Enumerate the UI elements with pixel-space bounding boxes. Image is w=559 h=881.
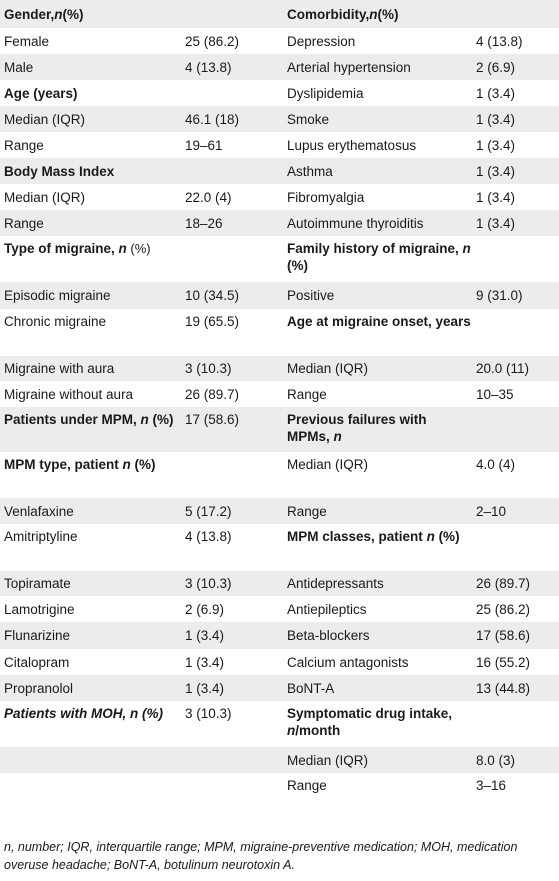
table-row: [0, 498, 559, 524]
table-row: [0, 452, 559, 498]
label-text: Patients under MPM,: [4, 412, 141, 427]
right-cell: [280, 28, 559, 54]
table-row: [0, 236, 559, 282]
left-cell-value: 17 (58.6): [185, 412, 240, 427]
left-cell-label: [4, 0, 184, 28]
label-text: Range: [287, 386, 327, 402]
right-cell-value: 20.0 (11): [476, 361, 530, 376]
left-cell: [0, 773, 280, 798]
label-text: Topiramate: [4, 576, 71, 591]
left-cell: [0, 54, 280, 80]
left-cell-label: [4, 571, 184, 596]
right-cell-value: 2 (6.9): [476, 59, 516, 75]
left-cell-label: [4, 649, 184, 675]
table-row: [0, 356, 559, 381]
table-row: [0, 28, 559, 54]
left-cell: [0, 498, 280, 524]
label-text: Body Mass Index: [4, 163, 115, 179]
left-cell-value: 3 (10.3): [185, 361, 232, 376]
right-cell-value: 9 (31.0): [476, 288, 523, 303]
right-cell: [280, 622, 559, 649]
right-cell-value: 1 (3.4): [476, 215, 516, 231]
table-row: [0, 524, 559, 571]
right-cell: [280, 596, 559, 622]
table-row: [0, 309, 559, 356]
left-cell: [0, 701, 280, 747]
label-text: n: [333, 429, 342, 444]
label-text: Age (years): [4, 85, 78, 101]
left-cell: [0, 282, 280, 309]
left-cell: [0, 132, 280, 158]
left-cell: [0, 747, 280, 773]
label-text: Symptomatic drug intake,: [287, 706, 453, 721]
right-cell: [280, 106, 559, 132]
right-cell: [280, 54, 559, 80]
right-cell-label: [287, 773, 472, 798]
table-row: [0, 132, 559, 158]
right-cell-value: 1 (3.4): [476, 85, 516, 101]
label-text: Migraine without aura: [4, 386, 134, 402]
right-cell: [280, 701, 559, 747]
right-cell-label: [287, 356, 472, 381]
left-cell: [0, 236, 280, 282]
label-text: (%): [287, 258, 308, 273]
label-text: n: [462, 241, 471, 256]
label-text: /month: [295, 723, 341, 738]
right-cell-label: [287, 236, 472, 282]
label-text: Episodic migraine: [4, 288, 111, 303]
label-text: (%): [434, 529, 460, 544]
left-cell: [0, 106, 280, 132]
label-text: MPM classes, patient: [287, 529, 427, 544]
table-row: [0, 158, 559, 184]
right-cell-value: 16 (55.2): [476, 654, 531, 670]
table-row: [0, 106, 559, 132]
right-cell-value: 17 (58.6): [476, 628, 531, 643]
label-text: n: [369, 6, 378, 22]
label-text: Patients with MOH, n (%): [4, 706, 164, 721]
left-cell-value: 4 (13.8): [185, 529, 232, 544]
table-row: [0, 649, 559, 675]
table-row: [0, 210, 559, 236]
label-text: Asthma: [287, 163, 333, 179]
label-text: Range: [4, 137, 44, 153]
label-text: Antiepileptics: [287, 601, 367, 617]
left-cell-label: [4, 210, 184, 236]
right-cell-label: [287, 596, 472, 622]
left-cell: [0, 407, 280, 452]
right-cell-label: [287, 701, 472, 747]
label-text: Male: [4, 59, 34, 75]
right-cell-label: [287, 407, 472, 452]
left-cell-label: [4, 80, 184, 106]
label-text: Median (IQR): [287, 752, 369, 768]
right-cell: [280, 524, 559, 571]
right-cell-value: 1 (3.4): [476, 111, 516, 127]
left-cell-label: [4, 282, 184, 309]
label-text: Arterial hypertension: [287, 59, 411, 75]
left-cell-value: 25 (86.2): [185, 33, 240, 49]
table-row: [0, 282, 559, 309]
right-cell: [280, 356, 559, 381]
label-text: Median (IQR): [4, 189, 86, 205]
right-cell-label: [287, 571, 472, 596]
left-cell-value: 3 (10.3): [185, 706, 232, 721]
left-cell: [0, 28, 280, 54]
right-cell-label: [287, 622, 472, 649]
left-cell-value: 18–26: [185, 215, 223, 231]
label-text: Family history of migraine,: [287, 241, 463, 256]
right-cell: [280, 498, 559, 524]
left-cell-label: [4, 452, 184, 498]
label-text: Type of migraine,: [4, 241, 119, 256]
label-text: Antidepressants: [287, 576, 384, 591]
left-cell-label: [4, 675, 184, 701]
left-cell-label: [4, 524, 184, 571]
label-text: Calcium antagonists: [287, 654, 409, 670]
left-cell: [0, 158, 280, 184]
left-cell-label: [4, 309, 184, 356]
left-cell-label: [4, 158, 184, 184]
left-cell-label: [4, 28, 184, 54]
label-text: Positive: [287, 288, 335, 303]
right-cell-value: 25 (86.2): [476, 601, 531, 617]
left-cell-value: 46.1 (18): [185, 111, 240, 127]
left-cell: [0, 309, 280, 356]
right-cell: [280, 184, 559, 210]
right-cell: [280, 407, 559, 452]
left-cell-value: 26 (89.7): [185, 386, 240, 402]
left-cell: [0, 381, 280, 407]
right-cell-value: 8.0 (3): [476, 752, 516, 768]
left-cell-label: [4, 54, 184, 80]
label-text: Chronic migraine: [4, 314, 107, 329]
label-text: Beta-blockers: [287, 628, 370, 643]
left-cell-label: [4, 498, 184, 524]
right-cell-value: 4 (13.8): [476, 33, 523, 49]
left-cell-label: [4, 407, 184, 452]
right-cell-label: [287, 210, 472, 236]
right-cell-label: [287, 158, 472, 184]
right-cell-label: [287, 309, 472, 356]
label-text: Range: [287, 778, 327, 793]
right-cell-label: [287, 675, 472, 701]
right-cell: [280, 210, 559, 236]
label-text: Median (IQR): [287, 361, 369, 376]
right-cell-label: [287, 28, 472, 54]
left-cell-value: 5 (17.2): [185, 503, 232, 519]
left-cell-label: [4, 184, 184, 210]
right-cell: [280, 236, 559, 282]
left-cell-value: 3 (10.3): [185, 576, 232, 591]
right-cell: [280, 649, 559, 675]
label-text: BoNT-A: [287, 680, 335, 696]
left-cell: [0, 210, 280, 236]
table-row: [0, 184, 559, 210]
right-cell: [280, 747, 559, 773]
label-text: (%): [126, 241, 151, 256]
left-cell-label: [4, 132, 184, 158]
label-text: Citalopram: [4, 654, 70, 670]
left-cell-label: [4, 622, 184, 649]
table-row: [0, 571, 559, 596]
label-text: Gender,: [4, 6, 55, 22]
left-cell-value: 22.0 (4): [185, 189, 232, 205]
label-text: Median (IQR): [287, 457, 369, 472]
label-text: n: [54, 6, 63, 22]
label-text: Fibromyalgia: [287, 189, 365, 205]
left-cell: [0, 571, 280, 596]
table-row: [0, 701, 559, 747]
left-cell-label: [4, 381, 184, 407]
label-text: (%): [62, 6, 84, 22]
label-text: Range: [287, 503, 327, 519]
right-cell: [280, 0, 559, 28]
right-cell-label: [287, 381, 472, 407]
label-text: Female: [4, 33, 50, 49]
left-cell-label: [4, 701, 184, 747]
table-row: [0, 747, 559, 773]
label-text: n: [122, 457, 131, 472]
right-cell-label: [287, 524, 472, 571]
left-cell-value: 1 (3.4): [185, 654, 225, 670]
left-cell-label: [4, 773, 184, 798]
label-text: Lupus erythematosus: [287, 137, 417, 153]
label-text: n: [287, 723, 296, 738]
table-row: [0, 381, 559, 407]
left-cell-value: 1 (3.4): [185, 680, 225, 696]
left-cell-value: 1 (3.4): [185, 628, 225, 643]
right-cell: [280, 571, 559, 596]
table-row: [0, 773, 559, 798]
right-cell-value: 4.0 (4): [476, 457, 516, 472]
right-cell-label: [287, 80, 472, 106]
right-cell-label: [287, 54, 472, 80]
right-cell-label: [287, 498, 472, 524]
left-cell-value: 19 (65.5): [185, 314, 240, 329]
right-cell: [280, 381, 559, 407]
label-text: (%): [148, 412, 174, 427]
label-text: Range: [4, 215, 44, 231]
left-cell: [0, 596, 280, 622]
label-text: n: [118, 241, 127, 256]
right-cell: [280, 158, 559, 184]
left-cell: [0, 184, 280, 210]
label-text: Autoimmune thyroiditis: [287, 215, 424, 231]
label-text: Lamotrigine: [4, 601, 75, 617]
label-text: Age at migraine onset, years: [287, 314, 471, 329]
label-text: MPM type, patient: [4, 457, 123, 472]
label-text: Flunarizine: [4, 628, 71, 643]
right-cell: [280, 282, 559, 309]
right-cell: [280, 309, 559, 356]
left-cell: [0, 452, 280, 498]
right-cell-value: 1 (3.4): [476, 163, 516, 179]
right-cell-label: [287, 649, 472, 675]
right-cell: [280, 132, 559, 158]
label-text: Depression: [287, 33, 356, 49]
right-cell-label: [287, 132, 472, 158]
table-row: [0, 0, 559, 28]
label-text: Propranolol: [4, 680, 74, 696]
label-text: Dyslipidemia: [287, 85, 364, 101]
right-cell-value: 3–16: [476, 778, 507, 793]
label-text: Previous failures with MPMs,: [287, 412, 427, 444]
right-cell-label: [287, 0, 472, 28]
table-row: [0, 407, 559, 452]
right-cell-label: [287, 184, 472, 210]
label-text: Smoke: [287, 111, 330, 127]
label-text: Venlafaxine: [4, 503, 74, 519]
right-cell-label: [287, 747, 472, 773]
table-row: [0, 596, 559, 622]
left-cell-value: 4 (13.8): [185, 59, 232, 75]
right-cell-label: [287, 282, 472, 309]
label-text: (%): [130, 457, 156, 472]
left-cell-value: 2 (6.9): [185, 601, 225, 617]
right-cell-value: 13 (44.8): [476, 680, 531, 696]
left-cell: [0, 622, 280, 649]
right-cell: [280, 452, 559, 498]
table-footnote: n, number; IQR, interquartile range; MPM, migraine-preventive medication; MOH, medication overuse headache; BoNT-A, botulinum neurotoxin A.: [4, 840, 518, 872]
label-text: n: [426, 529, 435, 544]
right-cell-value: 2–10: [476, 503, 507, 519]
table-row: [0, 54, 559, 80]
label-text: Comorbidity,: [287, 6, 370, 22]
label-text: Median (IQR): [4, 111, 86, 127]
right-cell-value: 1 (3.4): [476, 137, 516, 153]
left-cell-label: [4, 596, 184, 622]
left-cell: [0, 649, 280, 675]
left-cell-label: [4, 747, 184, 773]
label-text: (%): [377, 6, 399, 22]
left-cell: [0, 0, 280, 28]
left-cell: [0, 80, 280, 106]
left-cell-label: [4, 236, 184, 282]
table-row: [0, 622, 559, 649]
right-cell: [280, 80, 559, 106]
left-cell: [0, 524, 280, 571]
left-cell-label: [4, 106, 184, 132]
label-text: Migraine with aura: [4, 361, 115, 376]
label-text: n: [140, 412, 149, 427]
right-cell: [280, 675, 559, 701]
left-cell-label: [4, 356, 184, 381]
right-cell: [280, 773, 559, 798]
left-cell-value: 19–61: [185, 137, 223, 153]
right-cell-value: 10–35: [476, 386, 514, 402]
right-cell-value: 26 (89.7): [476, 576, 531, 591]
left-cell: [0, 356, 280, 381]
right-cell-value: 1 (3.4): [476, 189, 516, 205]
right-cell-label: [287, 452, 472, 498]
label-text: Amitriptyline: [4, 529, 78, 544]
table-row: [0, 80, 559, 106]
table-row: [0, 675, 559, 701]
right-cell-label: [287, 106, 472, 132]
left-cell-value: 10 (34.5): [185, 288, 240, 303]
left-cell: [0, 675, 280, 701]
